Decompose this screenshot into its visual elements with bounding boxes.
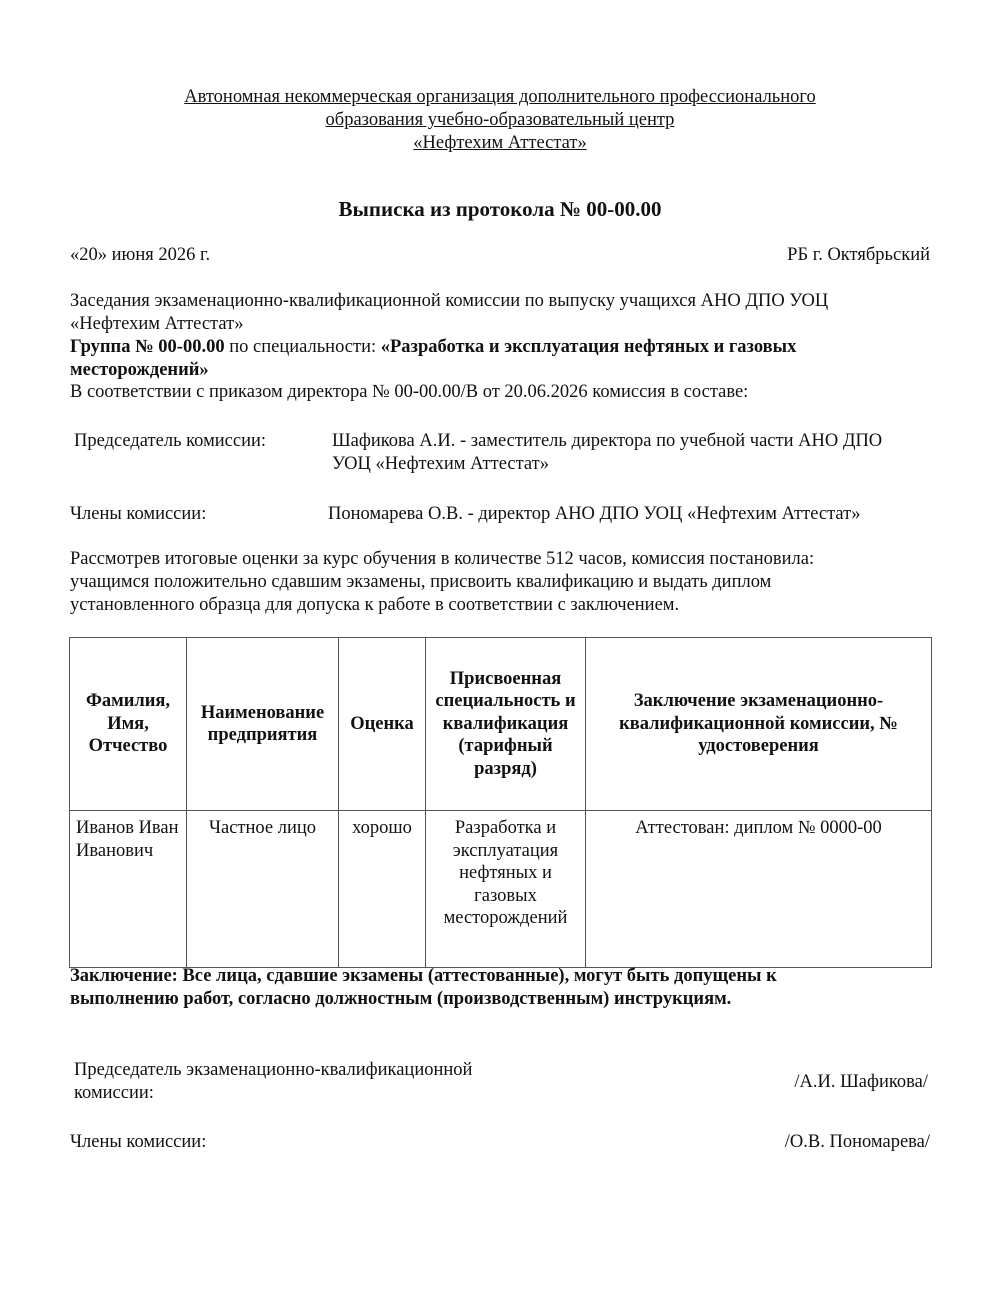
specialty-name-cont: месторождений»	[70, 360, 209, 380]
protocol-place: РБ г. Октябрьский	[787, 245, 930, 265]
header-qualification: Присвоенная специальность и квалификация (тарифный разряд)	[426, 638, 586, 811]
group-mid-text: по специальности:	[224, 337, 381, 357]
specialty-name: «Разработка и эксплуатация нефтяных и газовых	[380, 337, 797, 357]
intro-line-2: «Нефтехим Аттестат»	[70, 314, 244, 334]
members-signature-name: /О.В. Пономарева/	[784, 1132, 930, 1152]
table-header-row	[70, 638, 932, 811]
group-line	[70, 336, 796, 359]
members-value: Пономарева О.В. - директор АНО ДПО УОЦ «Нефтехим Аттестат»	[328, 504, 861, 524]
members-signature-label: Члены комиссии:	[70, 1132, 207, 1152]
members-label: Члены комиссии:	[70, 504, 207, 524]
cell-company: Частное лицо	[187, 811, 339, 968]
cell-full-name: Иванов Иван Иванович	[70, 811, 187, 968]
conclusion-line-1: Заключение: Все лица, сдавшие экзамены (аттестованные), могут быть допущены к	[70, 966, 777, 986]
org-line-1: Автономная некоммерческая организация дополнительного профессионального	[184, 87, 816, 107]
intro-line-1: Заседания экзаменационно-квалификационной комиссии по выпуску учащихся АНО ДПО УОЦ	[70, 291, 829, 311]
cell-grade: хорошо	[339, 811, 426, 968]
results-table	[69, 637, 932, 968]
header-conclusion: Заключение экзаменационно-квалификационной комиссии, № удостоверения	[586, 638, 932, 811]
header-full-name: Фамилия, Имя, Отчество	[70, 638, 187, 811]
cell-qualification: Разработка и эксплуатация нефтяных и газовых месторождений	[426, 811, 586, 968]
order-line: В соответствии с приказом директора № 00-00.00/В от 20.06.2026 комиссия в составе:	[70, 382, 749, 402]
table-row	[70, 811, 932, 968]
header-company: Наименование предприятия	[187, 638, 339, 811]
decision-line-3: установленного образца для допуска к работе в соответствии с заключением.	[70, 595, 680, 615]
group-number: Группа № 00-00.00	[70, 337, 225, 357]
decision-line-1: Рассмотрев итоговые оценки за курс обучения в количестве 512 часов, комиссия постановила:	[70, 549, 815, 569]
protocol-date: «20» июня 2026 г.	[70, 245, 211, 265]
chair-signature-label-1: Председатель экзаменационно-квалификационной	[74, 1060, 473, 1080]
org-line-3: «Нефтехим Аттестат»	[413, 133, 587, 153]
conclusion-line-2: выполнению работ, согласно должностным (производственным) инструкциям.	[70, 989, 732, 1009]
header-grade: Оценка	[339, 638, 426, 811]
chair-label: Председатель комиссии:	[74, 431, 267, 451]
chair-value-line-1: Шафикова А.И. - заместитель директора по учебной части АНО ДПО	[332, 431, 883, 451]
chair-signature-label-2: комиссии:	[74, 1083, 154, 1103]
document-title: Выписка из протокола № 00-00.00	[338, 197, 662, 221]
org-line-2: образования учебно-образовательный центр	[325, 110, 675, 130]
decision-line-2: учащимся положительно сдавшим экзамены, присвоить квалификацию и выдать диплом	[70, 572, 772, 592]
organization-header	[0, 86, 1000, 155]
chair-signature-name: /А.И. Шафикова/	[794, 1072, 928, 1092]
chair-value-line-2: УОЦ «Нефтехим Аттестат»	[332, 454, 549, 474]
cell-conclusion: Аттестован: диплом № 0000-00	[586, 811, 932, 968]
